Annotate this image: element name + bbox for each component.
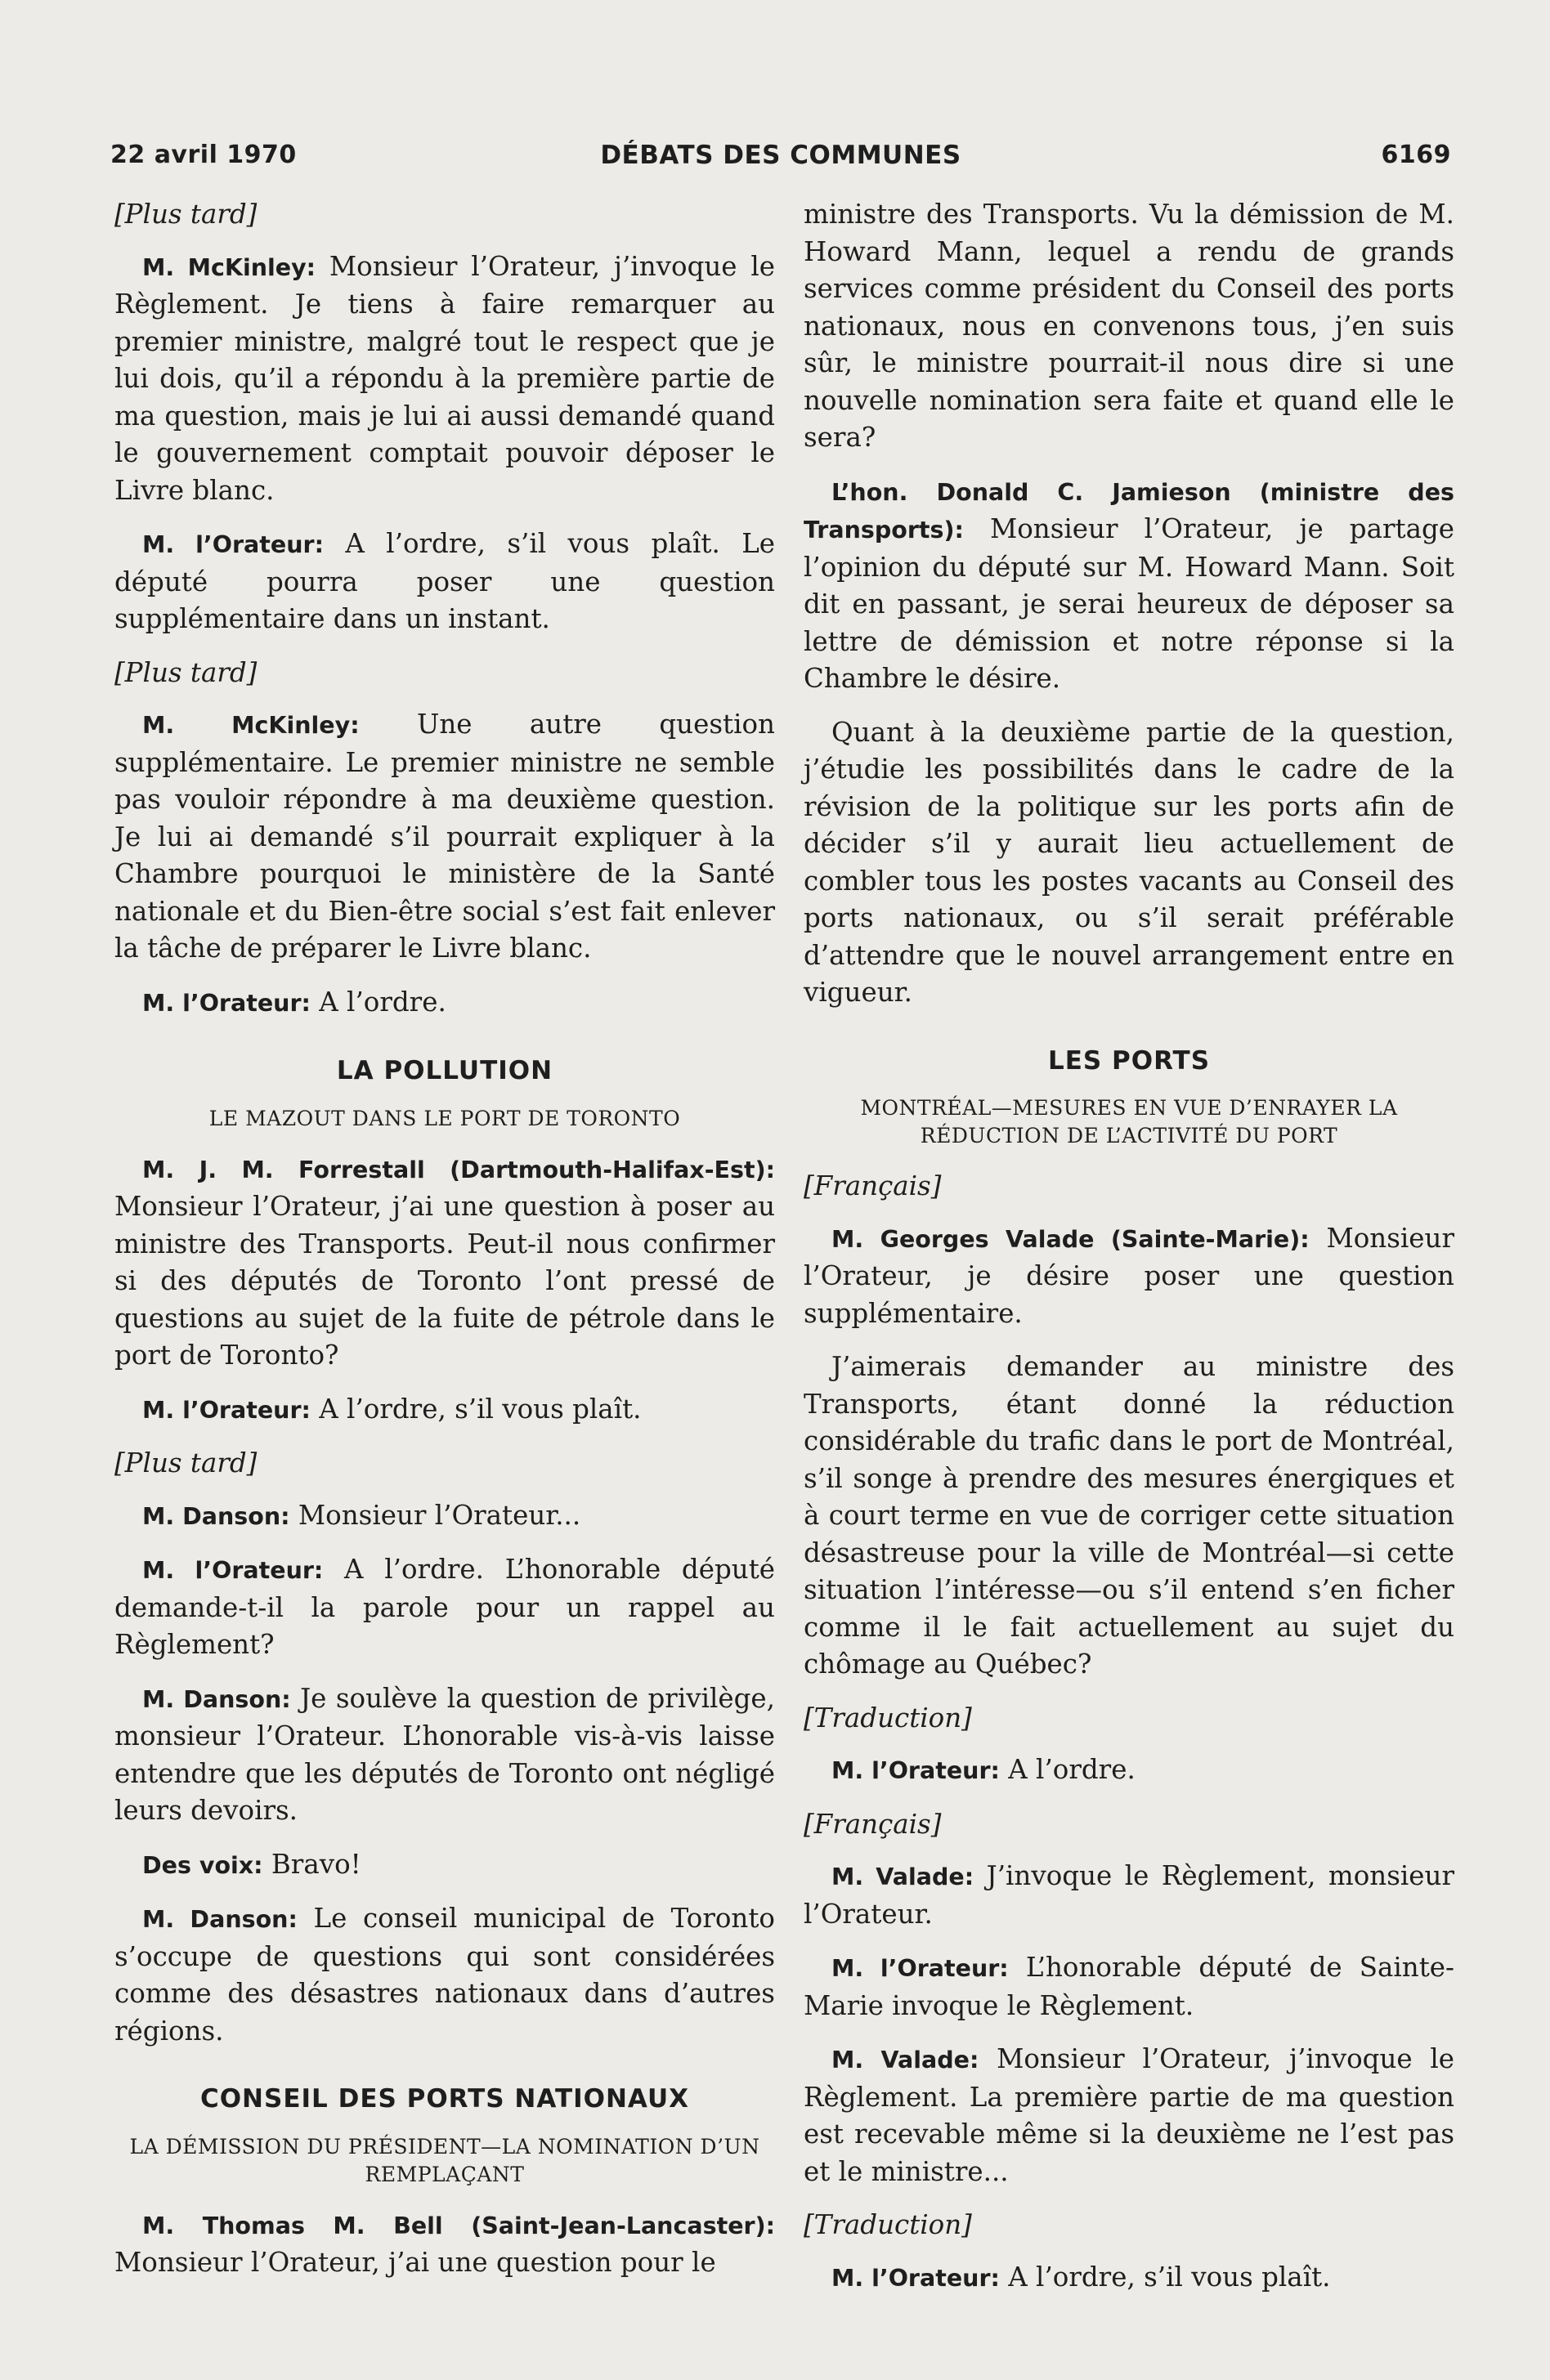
speech-text: Monsieur l’Orateur, je désire poser une question supplémentaire. bbox=[804, 1222, 1454, 1329]
paragraph bbox=[114, 1680, 775, 1830]
paragraph bbox=[114, 984, 775, 1022]
paragraph bbox=[804, 2041, 1454, 2190]
speaker-name: M. J. M. Forrestall (Dartmouth-Halifax-Est): bbox=[142, 1156, 775, 1183]
speech-text: A l’ordre. bbox=[999, 1754, 1136, 1785]
speaker-name: M. Danson: bbox=[142, 1906, 298, 1933]
speech-text: Quant à la deuxième partie de la question, j’étudie les possibilités dans le cadre de la révision de la politique sur les ports afin de décider s’il y aurait lieu actuellement de combler tous les postes vacants au Conseil des ports nationaux, ou s’il serait préférable d’attendre que le nouvel arrangement entre en vigueur. bbox=[804, 716, 1454, 1008]
speech-text: Monsieur l’Orateur, j’ai une question à poser au ministre des Transports. Peut-il nous confirmer si des députés de Toronto l’ont pressé de questions au sujet de la fuite de pétrole dans le port de Toronto? bbox=[114, 1191, 775, 1371]
speaker-name: M. Valade: bbox=[831, 2047, 979, 2074]
speech-text: Monsieur l’Orateur, je partage l’opinion du député sur M. Howard Mann. Soit dit en passant, je serai heureux de déposer sa lettre de démission et notre réponse si la Chambre le désire. bbox=[804, 513, 1454, 694]
procedural-note: [Plus tard] bbox=[114, 1447, 258, 1479]
paragraph bbox=[114, 1900, 775, 2050]
speech-text: A l’ordre. L’honorable député demande-t-il la parole pour un rappel au Règlement? bbox=[114, 1554, 775, 1660]
speaker-name: M. l’Orateur: bbox=[831, 2264, 1000, 2292]
speech-text: ministre des Transports. Vu la démission de M. Howard Mann, lequel a rendu de grands services comme président du Conseil des ports nationaux, nous en convenons tous, j’en suis sûr, le ministre pourrait-il nous dire si une nouvelle nomination sera faite et quand elle le sera? bbox=[804, 199, 1454, 453]
speech-text: Une autre question supplémentaire. Le premier ministre ne semble pas vouloir répondre à ma deuxième question. Je lui ai demandé s’il pourrait expliquer à la Chambre pourquoi le ministère de la Santé nationale et du Bien-être social s’est fait enlever la tâche de préparer le Livre blanc. bbox=[114, 709, 775, 964]
speech-text: Monsieur l’Orateur, j’invoque le Règlement. La première partie de ma question est recevable même si la deuxième ne l’est pas et le ministre... bbox=[804, 2043, 1454, 2187]
speaker-name: L’hon. Donald C. Jamieson (ministre des Transports): bbox=[804, 478, 1454, 544]
section-subheading: LA DÉMISSION DU PRÉSIDENT—LA NOMINATION D’UN REMPLAÇANT bbox=[129, 2134, 760, 2186]
speech-text: Monsieur l’Orateur... bbox=[289, 1499, 581, 1531]
section-heading: CONSEIL DES PORTS NATIONAUX bbox=[199, 2084, 690, 2114]
speaker-name: M. l’Orateur: bbox=[831, 1955, 1009, 1982]
paragraph bbox=[114, 1551, 775, 1664]
speaker-name: Des voix: bbox=[142, 1851, 263, 1879]
procedural-note: [Traduction] bbox=[804, 2209, 972, 2240]
speaker-name: M. Danson: bbox=[142, 1685, 291, 1713]
speaker-name: M. Danson: bbox=[142, 1502, 290, 1530]
procedural-note: [Plus tard] bbox=[114, 199, 258, 230]
section-subheading: LE MAZOUT DANS LE PORT DE TORONTO bbox=[208, 1106, 681, 1130]
procedural-note: [Français] bbox=[804, 1808, 942, 1840]
speaker-name: M. l’Orateur: bbox=[142, 989, 311, 1017]
paragraph bbox=[804, 1751, 1454, 1790]
paragraph bbox=[804, 1220, 1454, 1333]
procedural-note: [Français] bbox=[804, 1170, 942, 1201]
paragraph bbox=[114, 526, 775, 638]
speaker-name: M. Georges Valade (Sainte-Marie): bbox=[831, 1225, 1310, 1253]
paragraph bbox=[114, 1151, 775, 1375]
header-title: DÉBATS DES COMMUNES bbox=[600, 141, 961, 170]
speech-text: A l’ordre. bbox=[310, 986, 446, 1018]
speaker-name: M. l’Orateur: bbox=[142, 531, 324, 558]
speech-text: Monsieur l’Orateur, j’ai une question pour le bbox=[114, 2247, 716, 2278]
left-column bbox=[114, 196, 775, 2298]
speaker-name: M. Valade: bbox=[831, 1863, 974, 1890]
paragraph bbox=[804, 196, 1454, 457]
paragraph bbox=[804, 1949, 1454, 2024]
paragraph bbox=[114, 1497, 775, 1536]
section-heading: LA POLLUTION bbox=[336, 1056, 553, 1085]
paragraph bbox=[114, 2207, 775, 2282]
right-column bbox=[804, 196, 1454, 2313]
paragraph bbox=[114, 1846, 775, 1885]
paragraph bbox=[114, 248, 775, 510]
speech-text: A l’ordre, s’il vous plaît. Le député pourra poser une question supplémentaire dans un instant. bbox=[114, 528, 776, 634]
paragraph bbox=[804, 2259, 1454, 2297]
speaker-name: M. l’Orateur: bbox=[142, 1396, 311, 1424]
speech-text: A l’ordre, s’il vous plaît. bbox=[999, 2261, 1331, 2293]
speaker-name: M. Thomas M. Bell (Saint-Jean-Lancaster): bbox=[142, 2212, 775, 2239]
paragraph bbox=[114, 1391, 775, 1429]
speech-text: L’honorable député de Sainte-Marie invoque le Règlement. bbox=[804, 1952, 1454, 2021]
speaker-name: M. McKinley: bbox=[142, 712, 360, 739]
speech-text: J’aimerais demander au ministre des Transports, étant donné la réduction considérable du trafic dans le port de Montréal, s’il songe à prendre des mesures énergiques et à court terme en vue de corriger cette situation désastreuse pour la ville de Montréal—si cette situation l’intéresse—ou s’il entend s’en ficher comme il le fait actuellement au sujet du chômage au Québec? bbox=[804, 1351, 1454, 1680]
paragraph bbox=[804, 473, 1454, 698]
procedural-note: [Plus tard] bbox=[114, 656, 258, 688]
header-date: 22 avril 1970 bbox=[110, 141, 297, 169]
speech-text: A l’ordre, s’il vous plaît. bbox=[310, 1393, 642, 1425]
speaker-name: M. l’Orateur: bbox=[142, 1557, 324, 1584]
paragraph bbox=[114, 706, 775, 968]
speaker-name: M. McKinley: bbox=[142, 253, 316, 281]
speech-text: Monsieur l’Orateur, j’invoque le Règlement. Je tiens à faire remarquer au premier ministre, malgré tout le respect que je lui dois, qu’il a répondu à la première partie de ma question, mais je lui ai aussi demandé quand le gouvernement comptait pouvoir déposer le Livre blanc. bbox=[114, 250, 775, 506]
header-page-number: 6169 bbox=[1381, 141, 1451, 169]
speech-text: J’invoque le Règlement, monsieur l’Orateur. bbox=[804, 1860, 1455, 1930]
paragraph bbox=[804, 1349, 1454, 1684]
paragraph bbox=[804, 1858, 1454, 1933]
speech-text: Bravo! bbox=[262, 1848, 361, 1880]
section-subheading: MONTRÉAL—MESURES EN VUE D’ENRAYER LA RÉDUCTION DE L’ACTIVITÉ DU PORT bbox=[860, 1096, 1398, 1148]
page-header bbox=[110, 141, 1451, 177]
speaker-name: M. l’Orateur: bbox=[831, 1757, 1000, 1784]
paragraph bbox=[804, 714, 1454, 1012]
section-heading: LES PORTS bbox=[1047, 1045, 1211, 1076]
speech-text: Le conseil municipal de Toronto s’occupe de questions qui sont considérées comme des désastres nationaux dans d’autres régions. bbox=[114, 1903, 775, 2047]
speech-text: Je soulève la question de privilège, monsieur l’Orateur. L’honorable vis-à-vis laisse entendre que les députés de Toronto ont négligé leurs devoirs. bbox=[114, 1682, 775, 1826]
procedural-note: [Traduction] bbox=[804, 1702, 972, 1734]
